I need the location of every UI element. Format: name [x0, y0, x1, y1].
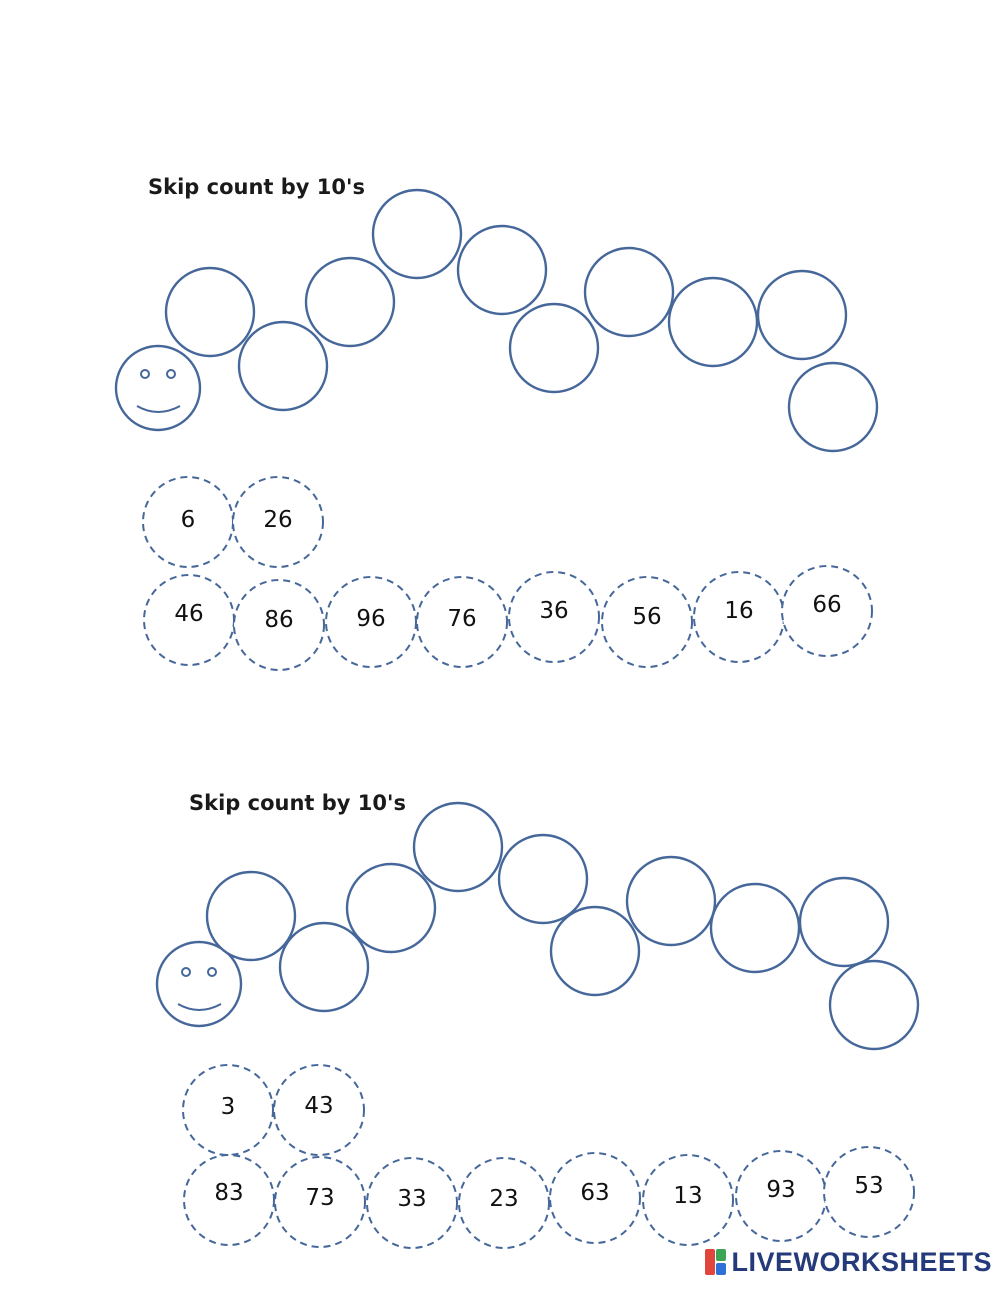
answer-choice-label: 53 [854, 1173, 884, 1199]
answer-choice[interactable] [550, 1153, 640, 1243]
answer-choice[interactable] [326, 577, 416, 667]
answer-choice-label: 6 [180, 507, 196, 533]
liveworksheets-logo [705, 1247, 992, 1277]
answer-choice[interactable] [367, 1158, 457, 1248]
answer-choice-label: 46 [174, 601, 204, 627]
answer-choice[interactable] [184, 1155, 274, 1245]
answer-slot[interactable] [627, 857, 715, 945]
answer-choice-label: 23 [489, 1186, 519, 1212]
answer-slot[interactable] [585, 248, 673, 336]
answer-choice[interactable] [183, 1065, 273, 1155]
caterpillar-body [207, 803, 918, 1049]
answer-slot[interactable] [166, 268, 254, 356]
liveworksheets-logo-icon [705, 1249, 727, 1275]
answer-slot[interactable] [280, 923, 368, 1011]
answer-choice[interactable] [275, 1157, 365, 1247]
answer-slot[interactable] [414, 803, 502, 891]
caterpillar-body [166, 190, 877, 451]
answer-choice[interactable] [143, 477, 233, 567]
answer-slot[interactable] [239, 322, 327, 410]
answer-slot[interactable] [669, 278, 757, 366]
answer-slot[interactable] [711, 884, 799, 972]
answer-slot[interactable] [306, 258, 394, 346]
answer-slot[interactable] [800, 878, 888, 966]
answer-choice[interactable] [694, 572, 784, 662]
answer-slot[interactable] [347, 864, 435, 952]
answer-choice[interactable] [144, 575, 234, 665]
answer-choice[interactable] [736, 1151, 826, 1241]
worksheet-title: Skip count by 10's [189, 791, 406, 815]
answer-choices [183, 1065, 914, 1248]
worksheet-1 [116, 175, 877, 670]
answer-choice[interactable] [233, 477, 323, 567]
answer-choices [143, 477, 872, 670]
answer-choice-label: 13 [673, 1183, 703, 1209]
answer-choice[interactable] [417, 577, 507, 667]
answer-slot[interactable] [758, 271, 846, 359]
answer-choice-label: 56 [632, 604, 662, 630]
answer-slot[interactable] [499, 835, 587, 923]
liveworksheets-logo-text: LIVEWORKSHEETS [731, 1246, 992, 1277]
answer-slot[interactable] [207, 872, 295, 960]
answer-choice-label: 96 [356, 606, 386, 632]
answer-choice-label: 26 [263, 507, 293, 533]
answer-choice-label: 83 [214, 1180, 244, 1206]
answer-slot[interactable] [551, 907, 639, 995]
worksheet-title: Skip count by 10's [148, 175, 365, 199]
answer-choice[interactable] [602, 577, 692, 667]
answer-choice[interactable] [824, 1147, 914, 1237]
caterpillar-head-icon [116, 346, 200, 430]
answer-choice-label: 66 [812, 592, 842, 618]
answer-choice[interactable] [782, 566, 872, 656]
answer-slot[interactable] [510, 304, 598, 392]
answer-choice[interactable] [274, 1065, 364, 1155]
answer-slot[interactable] [373, 190, 461, 278]
answer-choice-label: 3 [220, 1094, 236, 1120]
answer-choice[interactable] [459, 1158, 549, 1248]
answer-choice-label: 36 [539, 598, 569, 624]
answer-choice-label: 93 [766, 1177, 796, 1203]
answer-choice-label: 63 [580, 1180, 610, 1206]
answer-choice-label: 16 [724, 598, 754, 624]
answer-slot[interactable] [789, 363, 877, 451]
answer-choice[interactable] [643, 1155, 733, 1245]
answer-slot[interactable] [458, 226, 546, 314]
answer-choice-label: 86 [264, 607, 294, 633]
answer-choice-label: 73 [305, 1185, 335, 1211]
answer-choice-label: 76 [447, 606, 477, 632]
answer-slot[interactable] [830, 961, 918, 1049]
answer-choice-label: 43 [304, 1093, 334, 1119]
answer-choice[interactable] [234, 580, 324, 670]
answer-choice-label: 33 [397, 1186, 427, 1212]
worksheet-2 [157, 791, 918, 1248]
answer-choice[interactable] [509, 572, 599, 662]
